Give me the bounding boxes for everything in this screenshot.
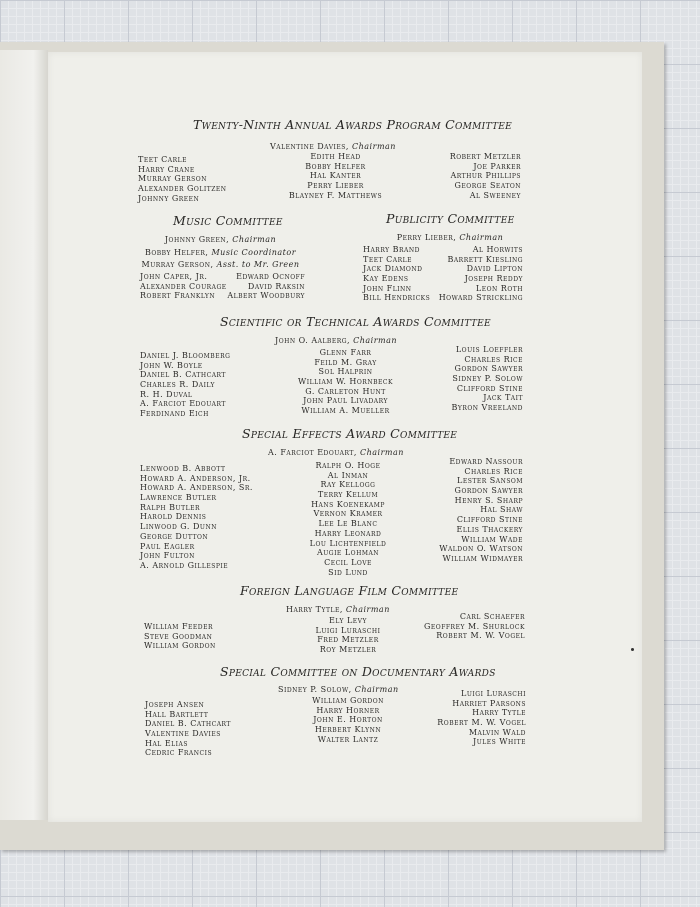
- music-assistant: Murray Gerson, Asst. to Mr. Green: [141, 260, 300, 269]
- member-name: Bobby Helfer: [305, 161, 366, 171]
- member-name: Harriet Parsons: [452, 698, 526, 708]
- member-name: Lee Le Blanc: [318, 519, 378, 529]
- music-coordinator: Bobby Helfer, Music Coordinator: [144, 248, 297, 257]
- member-name: William Feeder: [144, 622, 213, 631]
- member-name: Gordon Sawyer: [454, 364, 523, 374]
- member-name: Murray Gerson: [138, 174, 207, 184]
- member-name: Herbert Klynn: [314, 725, 382, 735]
- member-name: Harry Crane: [138, 164, 195, 174]
- member-name: Robert M. W. Vogel: [437, 718, 526, 728]
- member-name: Linwood G. Dunn: [140, 522, 217, 532]
- member-name: Waldon O. Watson: [439, 544, 523, 554]
- member-name: Valentine Davies: [145, 729, 221, 739]
- member-name: Byron Vreeland: [451, 403, 523, 413]
- left-page-fold: [0, 50, 48, 820]
- member-name: Geoffrey M. Shurlock: [424, 621, 525, 631]
- member-name: Howard A. Anderson, Jr.: [140, 473, 251, 483]
- member-name: Kay Edens: [363, 274, 409, 284]
- member-name: Hal Kanter: [309, 171, 362, 181]
- member-name: Terry Kellum: [317, 490, 379, 500]
- special-effects-col-2: [288, 461, 408, 577]
- member-name: Feild M. Gray: [314, 357, 377, 367]
- member-name: Blayney F. Matthews: [288, 190, 383, 200]
- member-name: Ray Kellogg: [320, 480, 376, 490]
- special-effects-col-3: [426, 457, 523, 564]
- publicity-col-1: [363, 245, 430, 303]
- member-name: Augie Lohman: [316, 548, 380, 558]
- member-name: Edward Nassour: [449, 457, 523, 466]
- member-name: William A. Mueller: [301, 406, 390, 416]
- documentary-col-1: [145, 700, 231, 758]
- member-name: Jack Tait: [483, 393, 523, 403]
- member-name: Bill Hendricks: [363, 293, 431, 303]
- member-name: Louis Loeffler: [455, 345, 523, 354]
- member-name: R. H. Duval: [140, 389, 193, 399]
- music-col-2: [218, 272, 305, 301]
- music-chairman: Johnny Green, Chairman: [164, 235, 277, 244]
- member-name: Walter Lantz: [317, 734, 379, 744]
- member-name: Clifford Stine: [456, 383, 523, 393]
- member-name: Ralph O. Hoge: [315, 461, 381, 470]
- member-name: Gordon Sawyer: [454, 486, 523, 496]
- member-name: Daniel B. Cathcart: [140, 370, 226, 380]
- music-col-1: [140, 272, 227, 301]
- member-name: Sid Lund: [328, 567, 368, 577]
- program-col-1: [138, 155, 227, 203]
- member-name: Charles R. Daily: [140, 380, 216, 390]
- member-name: Teet Carle: [363, 254, 412, 264]
- member-name: David Lipton: [466, 264, 523, 274]
- member-name: William Widmayer: [442, 553, 523, 563]
- program-chairman: Valentine Davies, Chairman: [270, 142, 396, 151]
- member-name: Howard Strickling: [438, 293, 523, 303]
- member-name: Cecil Love: [324, 557, 372, 567]
- member-name: David Raksin: [247, 281, 305, 291]
- member-name: Alexander Courage: [140, 281, 227, 291]
- member-name: Ralph Butler: [140, 502, 200, 512]
- member-name: Teet Carle: [138, 155, 187, 164]
- member-name: Al Horwits: [472, 245, 523, 254]
- member-name: William Gordon: [312, 696, 384, 705]
- member-name: Lou Lichtenfield: [309, 538, 387, 548]
- member-name: Sidney P. Solow: [452, 374, 523, 384]
- foreign-col-2: [293, 616, 403, 655]
- member-name: Hal Elias: [145, 738, 188, 748]
- scientific-col-2: [283, 348, 408, 416]
- program-col-2: [273, 152, 398, 200]
- member-name: Robert M. W. Vogel: [436, 631, 525, 641]
- member-name: Daniel B. Cathcart: [145, 719, 231, 729]
- member-name: Hans Koenekamp: [311, 499, 385, 509]
- member-name: Steve Goodman: [144, 631, 213, 641]
- member-name: George Seaton: [454, 181, 521, 191]
- member-name: Cedric Francis: [145, 748, 213, 758]
- ink-speck: [631, 648, 634, 651]
- special-effects-chairman: A. Farciot Edouart, Chairman: [268, 448, 404, 457]
- member-name: Fred Metzler: [317, 635, 379, 645]
- member-name: Lester Sansom: [457, 476, 523, 486]
- foreign-chairman: Harry Tytle, Chairman: [286, 605, 390, 614]
- member-name: Leon Roth: [475, 283, 523, 293]
- publicity-col-2: [428, 245, 523, 303]
- member-name: Charles Rice: [464, 354, 523, 364]
- member-name: Ferdinand Eich: [140, 409, 209, 419]
- member-name: Perry Lieber: [307, 181, 364, 191]
- committee-page: [48, 52, 642, 822]
- member-name: Vernon Kramer: [313, 509, 383, 519]
- publicity-committee-title: Publicity Committee: [386, 211, 515, 226]
- program-committee-title: Twenty-Ninth Annual Awards Program Committee: [193, 117, 513, 132]
- member-name: George Dutton: [140, 531, 209, 541]
- member-name: Jack Diamond: [363, 264, 423, 274]
- member-name: Johnny Green: [138, 193, 200, 203]
- member-name: Jules White: [473, 737, 526, 747]
- member-name: William Gordon: [144, 641, 216, 651]
- scientific-col-1: [140, 351, 230, 419]
- member-name: Harry Tytle: [472, 708, 526, 718]
- member-name: Ellis Thackery: [456, 524, 523, 534]
- scientific-committee-title: Scientific or Technical Awards Committee: [220, 314, 491, 329]
- program-col-3: [426, 152, 521, 200]
- member-name: Barrett Kiesling: [447, 254, 523, 264]
- member-name: Hall Bartlett: [145, 709, 209, 719]
- member-name: Arthur Phillips: [450, 171, 521, 181]
- foreign-col-3: [418, 612, 525, 641]
- member-name: Robert Metzler: [449, 152, 521, 161]
- foreign-col-1: [144, 622, 216, 651]
- member-name: Harold Dennis: [140, 512, 207, 522]
- member-name: Harry Brand: [363, 245, 420, 254]
- member-name: Joseph Reddy: [464, 274, 523, 284]
- member-name: William Wade: [461, 534, 523, 544]
- special-effects-col-1: [140, 464, 253, 571]
- member-name: John Paul Livadary: [303, 396, 388, 406]
- member-name: Lenwood B. Abbott: [140, 464, 226, 473]
- member-name: Luigi Luraschi: [315, 625, 381, 635]
- member-name: Roy Metzler: [319, 645, 377, 655]
- member-name: Clifford Stine: [456, 515, 523, 525]
- member-name: Alexander Golitzen: [138, 184, 227, 194]
- member-name: Joe Parker: [473, 161, 521, 171]
- scientific-chairman: John O. Aalberg, Chairman: [275, 336, 398, 345]
- foreign-committee-title: Foreign Language Film Committee: [240, 583, 459, 598]
- member-name: Ely Levy: [329, 616, 367, 625]
- member-name: G. Carleton Hunt: [305, 386, 386, 396]
- member-name: Malvin Wald: [468, 727, 526, 737]
- member-name: Albert Woodbury: [227, 291, 305, 301]
- member-name: John W. Boyle: [140, 360, 203, 370]
- member-name: A. Farciot Edouart: [140, 399, 226, 409]
- member-name: Sol Halprin: [318, 367, 373, 377]
- documentary-chairman: Sidney P. Solow, Chairman: [278, 685, 399, 694]
- member-name: Luigi Luraschi: [461, 689, 526, 698]
- special-effects-committee-title: Special Effects Award Committee: [242, 426, 458, 441]
- member-name: Paul Eagler: [140, 541, 195, 551]
- documentary-col-3: [426, 689, 526, 747]
- member-name: Robert Franklyn: [140, 291, 216, 301]
- member-name: John Flinn: [363, 283, 412, 293]
- member-name: Edward Ocnoff: [236, 272, 305, 281]
- member-name: Glenn Farr: [319, 348, 372, 357]
- scientific-col-3: [426, 345, 523, 413]
- documentary-committee-title: Special Committee on Documentary Awards: [220, 664, 496, 679]
- publicity-chairman: Perry Lieber, Chairman: [396, 233, 504, 242]
- member-name: Lawrence Butler: [140, 493, 217, 503]
- member-name: Edith Head: [310, 152, 361, 161]
- member-name: John Caper, Jr.: [140, 272, 208, 281]
- member-name: Harry Horner: [316, 705, 380, 715]
- music-committee-title: Music Committee: [173, 213, 283, 228]
- documentary-col-2: [293, 696, 403, 744]
- member-name: John E. Horton: [313, 715, 383, 725]
- member-name: Hal Shaw: [480, 505, 523, 515]
- member-name: Howard A. Anderson, Sr.: [140, 483, 253, 493]
- member-name: John Fulton: [140, 551, 195, 561]
- member-name: Joseph Ansen: [145, 700, 205, 709]
- member-name: Al Inman: [327, 470, 369, 480]
- member-name: Charles Rice: [464, 466, 523, 476]
- member-name: A. Arnold Gillespie: [140, 560, 229, 570]
- member-name: Harry Leonard: [314, 528, 382, 538]
- member-name: William W. Hornbeck: [298, 377, 393, 387]
- member-name: Henry S. Sharp: [454, 495, 523, 505]
- member-name: Al Sweeney: [469, 190, 521, 200]
- member-name: Daniel J. Bloomberg: [140, 351, 231, 360]
- member-name: Carl Schaefer: [459, 612, 525, 621]
